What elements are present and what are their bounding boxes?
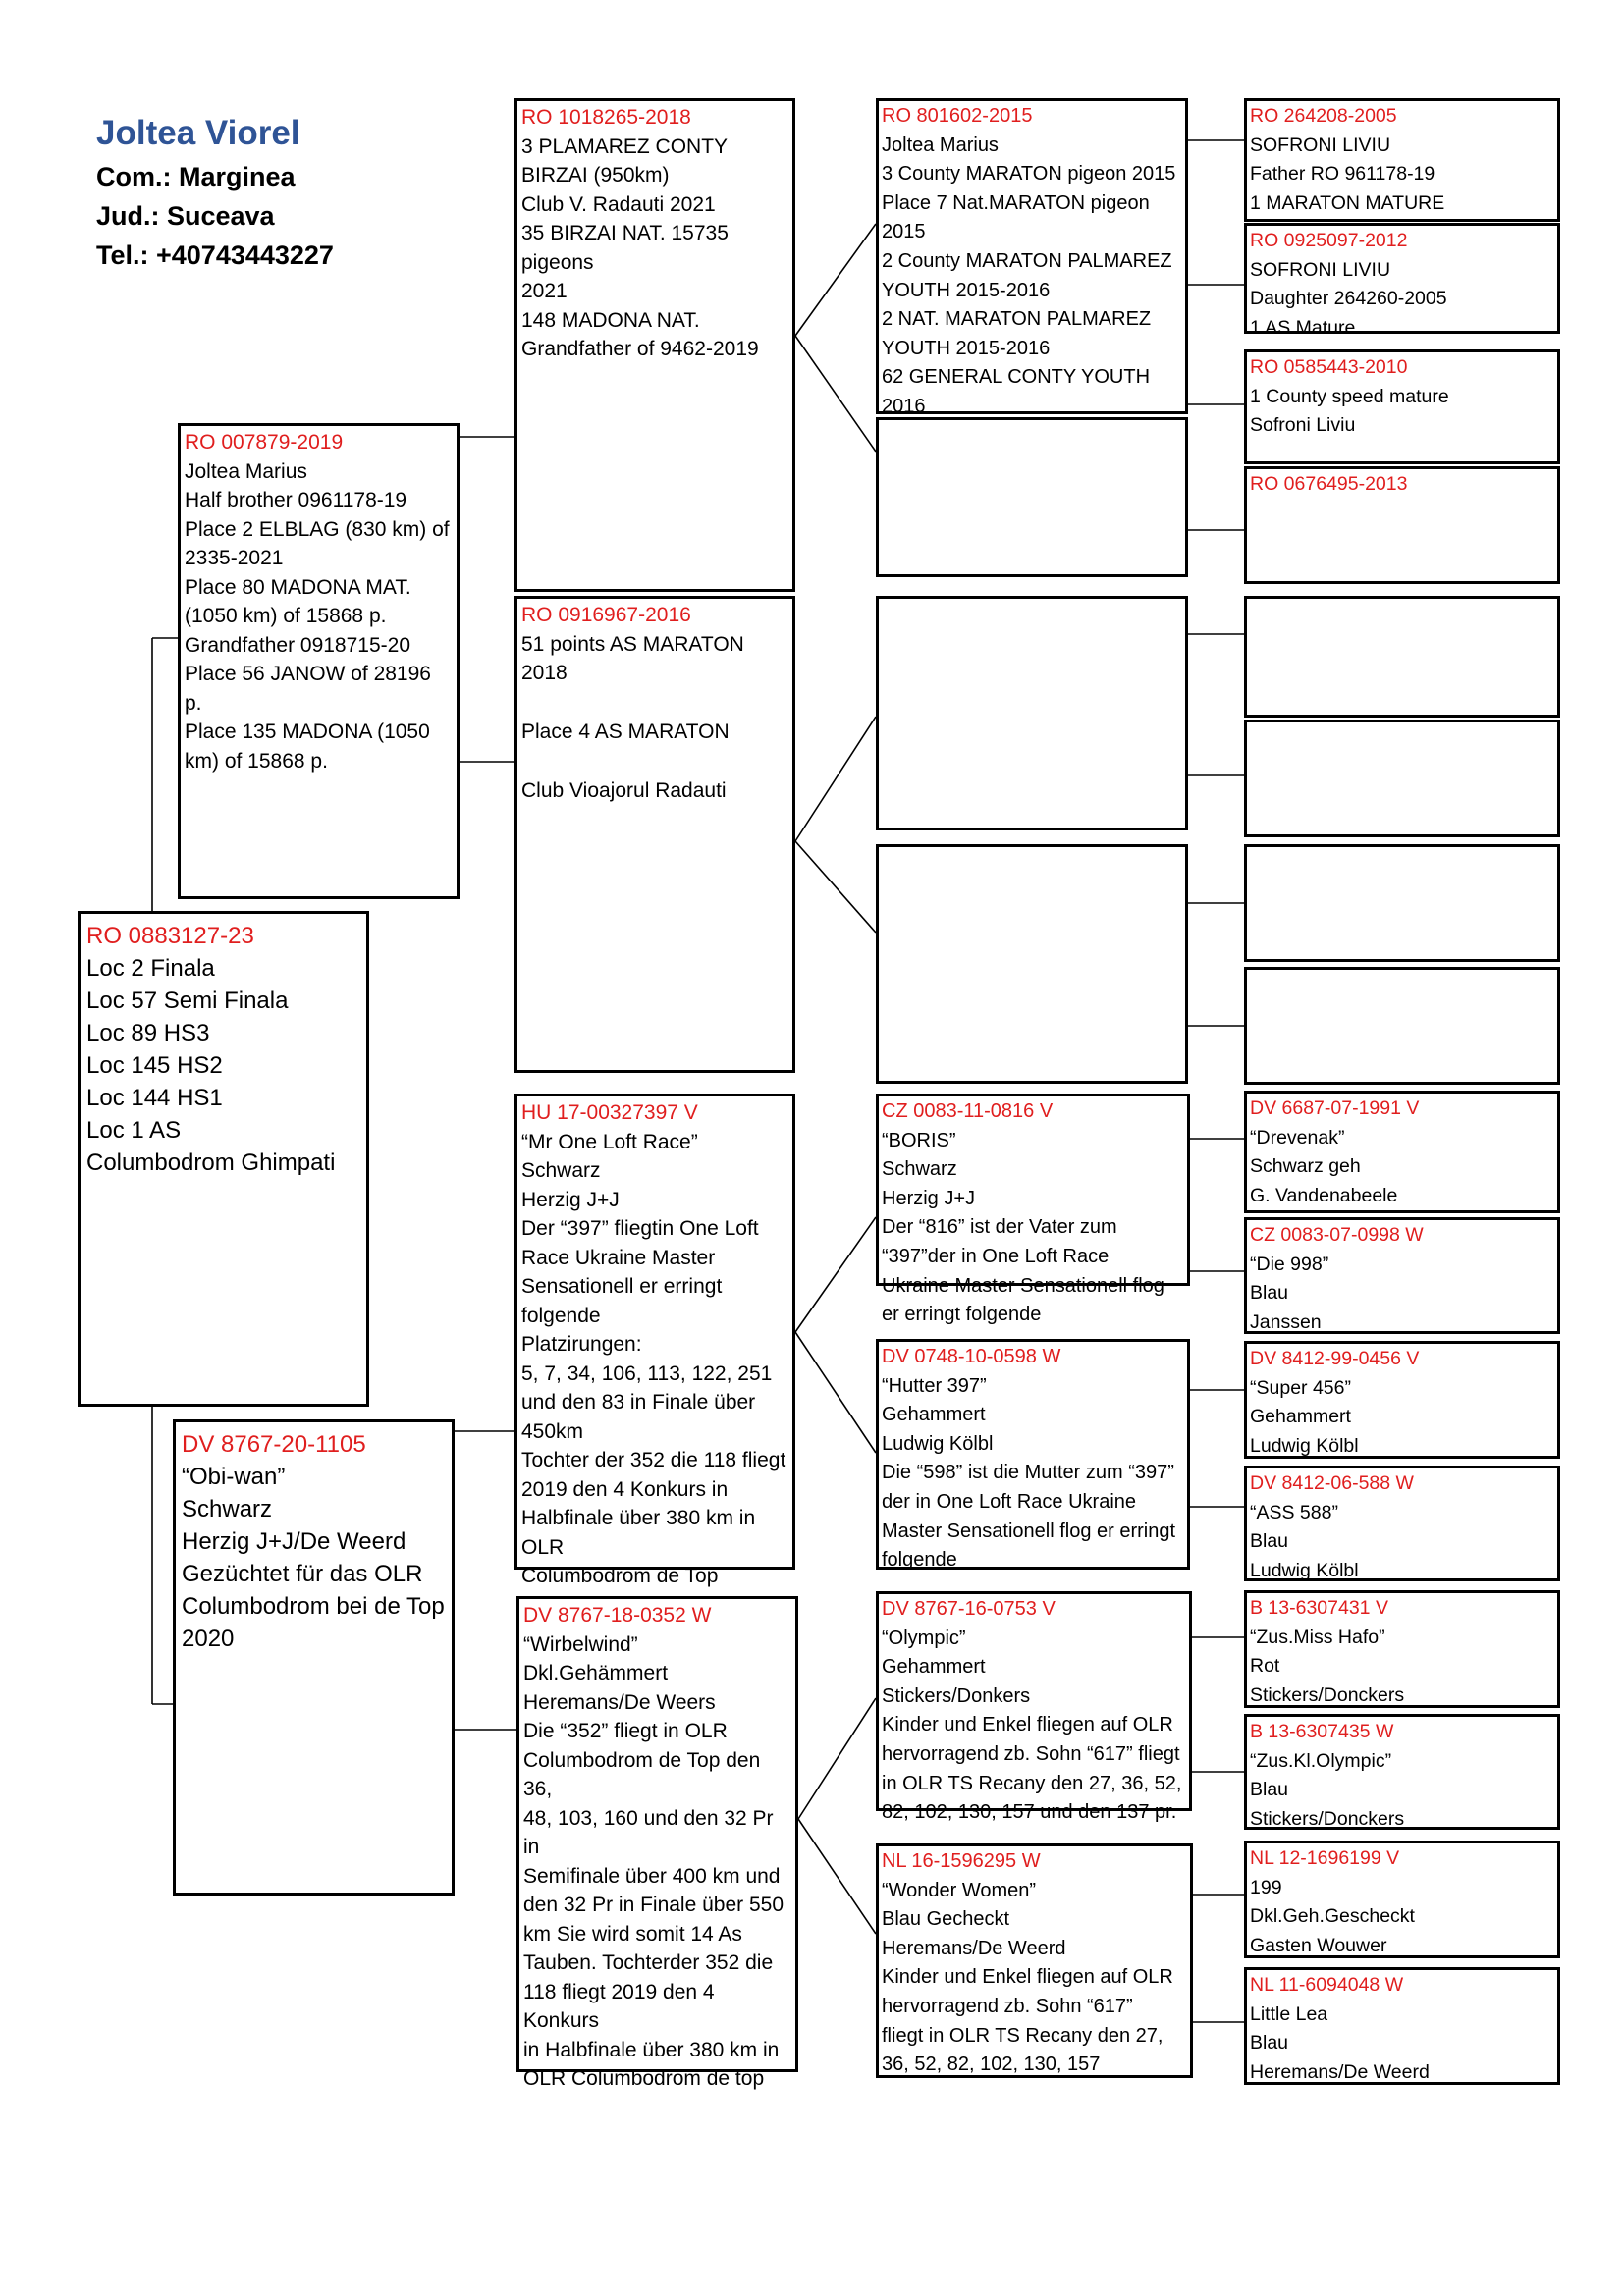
info-line: “Olympic” <box>882 1627 966 1649</box>
info-line: Little Lea <box>1250 2002 1328 2025</box>
ring-number: DV 6687-07-1991 V <box>1250 1097 1420 1119</box>
info-line: Der “816” ist der Vater zum <box>882 1216 1117 1239</box>
connector-line <box>798 1698 876 1819</box>
ring-number: DV 8767-16-0753 V <box>882 1598 1056 1620</box>
pigeon-card-ddds <box>1244 1841 1560 1958</box>
info-line: 48, 103, 160 und den 32 Pr in <box>523 1806 774 1858</box>
info-line: 199 <box>1250 1876 1282 1898</box>
info-line: Place 135 MADONA (1050 <box>185 721 430 743</box>
ring-number: DV 8412-99-0456 V <box>1250 1348 1420 1369</box>
info-line: YOUTH 2015-2016 <box>882 337 1051 359</box>
info-line: Die “352” fliegt in OLR <box>523 1720 728 1742</box>
info-line: Loc 2 Finala <box>86 955 215 982</box>
ring-number: RO 264208-2005 <box>1250 105 1397 127</box>
info-line: Race Ukraine Master <box>521 1246 716 1269</box>
info-line: 450km <box>521 1419 584 1443</box>
info-line: hervorragend zb. Sohn “617” fliegt <box>882 1742 1180 1765</box>
info-line: Place 7 Nat.MARATON pigeon <box>882 191 1150 214</box>
pigeon-card-sssd <box>1244 223 1560 339</box>
pigeon-card-ssd <box>876 417 1188 577</box>
ring-number: RO 0676495-2013 <box>1250 473 1408 495</box>
info-line: Joltea Marius <box>185 459 307 483</box>
info-line: 82, 102, 130, 157 und den 137 pr. <box>882 1801 1177 1824</box>
info-line: Schwarz <box>882 1158 957 1181</box>
info-line: Dkl.Gehämmert <box>523 1662 669 1684</box>
pigeon-card-dsdd <box>1244 1466 1560 1581</box>
info-line: 1 MARATON MATURE <box>1250 191 1445 214</box>
connector-line <box>798 1819 876 1934</box>
info-line: Ukraine Master Sensationell flog <box>882 1274 1164 1297</box>
info-line: “Obi-wan” <box>182 1464 286 1490</box>
info-line: Heremans/De Weerd <box>1250 2060 1430 2083</box>
ring-number: RO 0925097-2012 <box>1250 230 1408 251</box>
info-line: Sensationell er erringt <box>521 1275 723 1298</box>
info-line: 2 NAT. MARATON PALMAREZ <box>882 308 1152 331</box>
info-line: Stickers/Donckers <box>1250 1683 1405 1706</box>
ring-number: NL 11-6094048 W <box>1250 1974 1404 1996</box>
info-line: Platzirungen: <box>521 1333 642 1356</box>
info-line: Loc 57 Semi Finala <box>86 988 289 1014</box>
pigeon-card-sddd <box>1244 967 1560 1085</box>
spacer-line <box>521 688 788 718</box>
info-line: Place 80 MADONA MAT. <box>185 575 411 599</box>
ring-number: NL 16-1596295 W <box>882 1850 1041 1872</box>
info-line: G. Vandenabeele <box>1250 1184 1398 1206</box>
info-line: Place 56 JANOW of 28196 p. <box>185 663 431 715</box>
info-line: Ludwig Kölbl <box>1250 1559 1359 1581</box>
info-line: 62 GENERAL CONTY YOUTH 2016 <box>882 366 1151 417</box>
connector-line <box>795 336 876 452</box>
ring-number: B 13-6307431 V <box>1250 1597 1388 1619</box>
pigeon-card-ddss <box>1244 1590 1560 1708</box>
ring-number: NL 12-1696199 V <box>1250 1847 1400 1869</box>
info-line: “397”der in One Loft Race <box>882 1245 1110 1267</box>
info-line: “Wirbelwind” <box>523 1632 638 1656</box>
info-line: Joltea Marius <box>882 133 999 156</box>
info-line: 2015 <box>882 221 926 243</box>
info-line: 5, 7, 34, 106, 113, 122, 251 <box>521 1362 773 1385</box>
pigeon-card-dddd <box>1244 1967 1560 2085</box>
pigeon-card-ddd <box>876 1843 1193 2078</box>
info-line: Schwarz geh <box>1250 1155 1361 1178</box>
info-line: folgende <box>521 1304 601 1327</box>
info-line: Der “397” fliegtin One Loft <box>521 1217 759 1240</box>
info-line: “Zus.Miss Hafo” <box>1250 1626 1385 1648</box>
info-line: Gehammert <box>882 1656 986 1679</box>
info-line: Janssen <box>1250 1310 1322 1333</box>
info-line: Blau Gecheckt <box>882 1908 1010 1931</box>
pigeon-card-subject <box>78 911 369 1407</box>
info-line: “BORIS” <box>882 1129 956 1151</box>
info-line: Place 4 AS MARATON <box>521 720 730 743</box>
info-line: “Super 456” <box>1250 1376 1351 1399</box>
info-line: Blau <box>1250 2032 1289 2055</box>
info-line: Tauben. Tochterder 352 die <box>523 1951 774 1974</box>
info-line: Loc 1 AS <box>86 1117 182 1144</box>
info-line: “Mr One Loft Race” <box>521 1130 698 1153</box>
spacer-line <box>521 746 788 775</box>
ring-number: CZ 0083-11-0816 V <box>882 1100 1054 1122</box>
info-line: folgende <box>882 1549 957 1572</box>
pigeon-card-sss <box>876 98 1188 417</box>
ring-number: RO 0585443-2010 <box>1250 356 1408 378</box>
pigeon-card-sdds <box>1244 844 1560 962</box>
info-line: Ludwig Kölbl <box>1250 1434 1359 1457</box>
info-line: Loc 145 HS2 <box>86 1052 223 1079</box>
pigeon-card-ssdd <box>1244 466 1560 584</box>
connector-line <box>795 1332 876 1453</box>
pigeon-card-sire <box>178 423 460 899</box>
ring-number: DV 0748-10-0598 W <box>882 1346 1061 1367</box>
info-line: Grandfather of 9462-2019 <box>521 338 759 360</box>
info-line: Place 2 ELBLAG (830 km) of <box>185 517 450 541</box>
info-line: Columbodrom de Top <box>521 1565 719 1587</box>
pigeon-card-dss <box>876 1094 1190 1326</box>
info-line: Herzig J+J <box>882 1187 976 1209</box>
ring-number: CZ 0083-07-0998 W <box>1250 1224 1424 1246</box>
pigeon-card-sdd <box>876 844 1188 1084</box>
info-line: in OLR TS Recany den 27, 36, 52, <box>882 1772 1182 1794</box>
info-line: 3 County MARATON pigeon 2015 <box>882 163 1176 186</box>
info-line: hervorragend zb. Sohn “617” <box>882 1995 1133 2017</box>
pigeon-card-sdsd <box>1244 720 1560 837</box>
info-line: Herzig J+J <box>521 1188 620 1211</box>
info-line: Blau <box>1250 1282 1289 1305</box>
pigeon-card-ds <box>514 1094 795 1587</box>
owner-name: Joltea Viorel <box>96 114 300 152</box>
owner-commune: Com.: Marginea <box>96 162 296 191</box>
ring-number: RO 0916967-2016 <box>521 604 691 626</box>
info-line: Gehammert <box>882 1404 986 1426</box>
info-line: 2335-2021 <box>185 547 284 569</box>
info-line: Schwarz <box>521 1159 601 1182</box>
info-line: 2 County MARATON PALMAREZ <box>882 249 1172 272</box>
info-line: SOFRONI LIVIU <box>1250 258 1391 281</box>
info-line: 51 points AS MARATON 2018 <box>521 632 744 684</box>
info-line: km Sie wird somit 14 As <box>523 1922 742 1946</box>
connector-line <box>795 224 876 336</box>
info-line: Master Sensationell flog er erringt <box>882 1520 1176 1542</box>
info-line: km) of 15868 p. <box>185 749 328 773</box>
info-line: Stickers/Donkers <box>882 1684 1031 1707</box>
info-line: Grandfather 0918715-20 <box>185 633 411 657</box>
info-line: “Wonder Women” <box>882 1879 1037 1901</box>
pigeon-card-dam <box>173 1419 455 1896</box>
info-line: 1 AS Mature <box>1250 316 1356 339</box>
connector-line <box>795 1217 876 1332</box>
info-line: Tochter der 352 die 118 fliegt <box>521 1449 786 1471</box>
info-line: Ludwig Kölbl <box>882 1432 994 1455</box>
info-line: Club V. Radauti 2021 <box>521 192 716 216</box>
info-line: “Hutter 397” <box>882 1374 987 1397</box>
info-line: Herzig J+J/De Weerd <box>182 1528 406 1555</box>
info-line: BIRZAI (950km) <box>521 164 670 187</box>
info-line: Halbfinale über 380 km in OLR <box>521 1507 756 1559</box>
ring-number: B 13-6307435 W <box>1250 1721 1394 1742</box>
info-line: (1050 km) of 15868 p. <box>185 605 387 627</box>
pigeon-card-dsss <box>1244 1091 1560 1213</box>
info-line: Stickers/Donckers <box>1250 1807 1405 1830</box>
info-line: Gasten Wouwer <box>1250 1934 1387 1956</box>
info-line: in Halbfinale über 380 km in <box>523 2038 780 2061</box>
info-line: Schwarz <box>182 1496 273 1522</box>
info-line: Semifinale über 400 km und <box>523 1864 781 1888</box>
info-line: 35 BIRZAI NAT. 15735 pigeons <box>521 222 729 274</box>
pigeon-card-ssss <box>1244 98 1560 222</box>
connector-line <box>795 841 876 933</box>
connector-line <box>795 717 876 841</box>
pigeon-card-ssds <box>1244 349 1560 464</box>
info-line: Sofroni Liviu <box>1250 414 1356 437</box>
info-line: “Zus.Kl.Olympic” <box>1250 1749 1392 1772</box>
ring-number: RO 801602-2015 <box>882 105 1033 127</box>
ring-number: DV 8412-06-588 W <box>1250 1472 1414 1494</box>
info-line: “Drevenak” <box>1250 1126 1345 1148</box>
info-line: Rot <box>1250 1655 1280 1678</box>
pigeon-card-sd <box>514 596 795 1073</box>
info-line: Daughter 264260-2005 <box>1250 288 1447 310</box>
pigeon-card-dsd <box>876 1339 1190 1570</box>
owner-phone: Tel.: +40743443227 <box>96 240 334 270</box>
ring-number: DV 8767-18-0352 W <box>523 1604 712 1627</box>
info-line: 1 County speed mature <box>1250 385 1449 407</box>
pigeon-card-dssd <box>1244 1217 1560 1334</box>
info-line: Father RO 961178-19 <box>1250 163 1435 186</box>
info-line: Blau <box>1250 1530 1289 1553</box>
info-line: Loc 89 HS3 <box>86 1020 210 1046</box>
pigeon-card-dd <box>516 1596 798 2090</box>
info-line: fliegt in OLR TS Recany den 27, <box>882 2024 1164 2047</box>
info-line: 3 PLAMAREZ CONTY <box>521 134 729 158</box>
info-line: Kinder und Enkel fliegen auf OLR <box>882 1714 1173 1736</box>
info-line: Kinder und Enkel fliegen auf OLR <box>882 1966 1173 1989</box>
owner-county: Jud.: Suceava <box>96 201 275 231</box>
info-line: Columbodrom de Top den 36, <box>523 1748 761 1800</box>
info-line: der in One Loft Race Ukraine <box>882 1490 1137 1513</box>
info-line: Club Vioajorul Radauti <box>521 778 727 802</box>
info-line: OLR Columbodrom de top <box>523 2067 765 2090</box>
pigeon-card-sdss <box>1244 596 1560 718</box>
info-line: Gezüchtet für das OLR <box>182 1561 423 1587</box>
info-line: YOUTH 2015-2016 <box>882 279 1051 301</box>
info-line: 2021 <box>521 280 568 302</box>
ring-number: HU 17-00327397 V <box>521 1101 698 1124</box>
info-line: Half brother 0961178-19 <box>185 489 407 511</box>
info-line: Heremans/De Weerd <box>882 1937 1066 1959</box>
info-line: SOFRONI LIVIU <box>1250 133 1391 156</box>
pigeon-card-ss <box>514 98 795 592</box>
info-line: 2019 den 4 Konkurs in <box>521 1477 729 1501</box>
pigeon-card-sds <box>876 596 1188 830</box>
info-line: Dkl.Geh.Gescheckt <box>1250 1905 1415 1928</box>
ring-number: RO 0883127-23 <box>86 923 254 949</box>
info-line: 118 fliegt 2019 den 4 Konkurs <box>523 1980 715 2032</box>
info-line: und den 83 in Finale über <box>521 1391 756 1414</box>
info-line: Gehammert <box>1250 1406 1351 1428</box>
info-line: “ASS 588” <box>1250 1501 1338 1523</box>
info-line: Loc 144 HS1 <box>86 1085 223 1111</box>
pigeon-card-ddsd <box>1244 1714 1560 1830</box>
info-line: 2020 <box>182 1626 235 1652</box>
info-line: Blau <box>1250 1779 1289 1801</box>
info-line: den 32 Pr in Finale über 550 <box>523 1894 785 1916</box>
info-line: 36, 52, 82, 102, 130, 157 <box>882 2054 1101 2076</box>
pigeon-card-dds <box>876 1591 1192 1824</box>
info-line: 148 MADONA NAT. <box>521 308 700 332</box>
info-line: Columbodrom Ghimpati <box>86 1149 336 1176</box>
info-line: Die “598” ist die Mutter zum “397” <box>882 1462 1174 1484</box>
ring-number: RO 1018265-2018 <box>521 106 691 129</box>
info-line: “Die 998” <box>1250 1253 1329 1275</box>
info-line: er erringt folgende <box>882 1304 1042 1326</box>
info-line: Columbodrom bei de Top <box>182 1593 445 1620</box>
ring-number: DV 8767-20-1105 <box>182 1431 366 1458</box>
ring-number: RO 007879-2019 <box>185 431 344 454</box>
info-line: Heremans/De Weers <box>523 1690 716 1714</box>
pigeon-card-dsds <box>1244 1341 1560 1459</box>
